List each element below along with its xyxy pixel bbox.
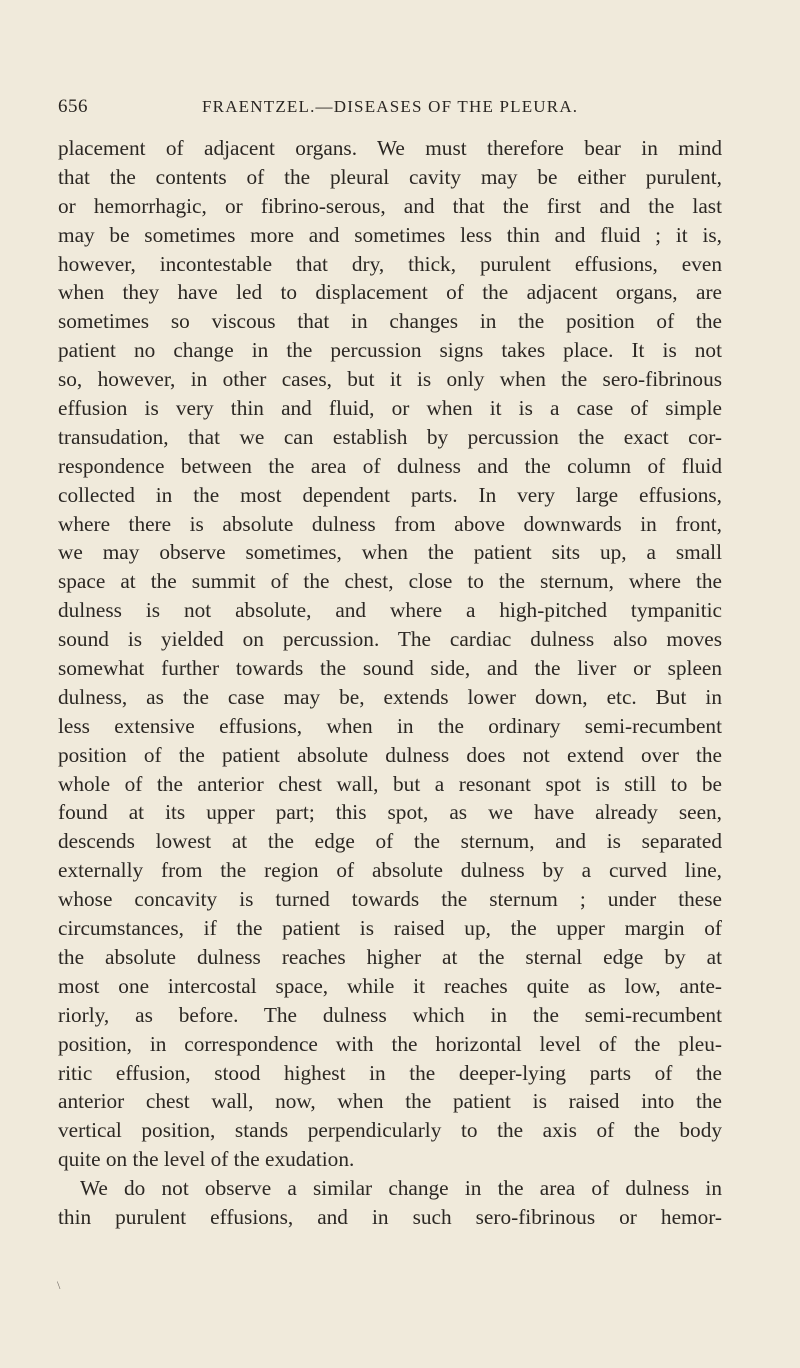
text-line: less extensive effusions, when in the ordinary semi-recumbent	[58, 713, 722, 738]
text-line: vertical position, stands perpendicularly to the axis of the body	[58, 1118, 722, 1143]
text-line: quite on the level of the exudation.	[58, 1147, 355, 1172]
text-line: that the contents of the pleural cavity may be either purulent,	[58, 164, 722, 189]
text-line: anterior chest wall, now, when the patient is raised into the	[58, 1089, 722, 1114]
text-line: collected in the most dependent parts. In very large effusions,	[58, 482, 722, 507]
text-line: whole of the anterior chest wall, but a resonant spot is still to be	[58, 771, 722, 796]
text-line: position, in correspondence with the horizontal level of the pleu-	[58, 1031, 722, 1056]
text-line: somewhat further towards the sound side, and the liver or spleen	[58, 656, 722, 681]
text-line: may be sometimes more and sometimes less thin and fluid ; it is,	[58, 222, 722, 247]
running-head: FRAENTZEL.—DISEASES OF THE PLEURA.	[202, 97, 579, 116]
text-line: placement of adjacent organs. We must therefore bear in mind	[58, 136, 722, 160]
text-line: most one intercostal space, while it reaches quite as low, ante-	[58, 973, 722, 998]
text-line: however, incontestable that dry, thick, purulent effusions, even	[58, 251, 722, 276]
text-line: circumstances, if the patient is raised up, the upper margin of	[58, 916, 722, 941]
text-line: externally from the region of absolute dulness by a curved line,	[58, 858, 722, 883]
text-line: or hemorrhagic, or fibrino-serous, and that the first and the last	[58, 193, 722, 218]
text-line: descends lowest at the edge of the sternum, and is separated	[58, 829, 722, 854]
text-line: sound is yielded on percussion. The cardiac dulness also moves	[58, 627, 722, 652]
text-line: found at its upper part; this spot, as we have already seen,	[58, 800, 722, 825]
text-line: sometimes so viscous that in changes in the position of the	[58, 309, 722, 334]
text-line: effusion is very thin and fluid, or when it is a case of simple	[58, 396, 722, 421]
text-line: patient no change in the percussion signs takes place. It is not	[58, 338, 722, 363]
page-header	[58, 96, 720, 126]
text-line: when they have led to displacement of the adjacent organs, are	[58, 280, 722, 305]
text-line: riorly, as before. The dulness which in the semi-recumbent	[58, 1002, 722, 1027]
text-line: we may observe sometimes, when the patient sits up, a small	[58, 540, 722, 565]
text-line: whose concavity is turned towards the sternum ; under these	[58, 887, 722, 912]
text-line: dulness is not absolute, and where a high-pitched tympanitic	[58, 598, 722, 623]
text-line: where there is absolute dulness from above downwards in front,	[58, 511, 722, 536]
text-line: thin purulent effusions, and in such sero-fibrinous or hemor-	[58, 1204, 722, 1229]
text-line: We do not observe a similar change in the area of dulness in	[80, 1176, 722, 1201]
text-line: respondence between the area of dulness and the column of fluid	[58, 453, 722, 478]
text-line: so, however, in other cases, but it is only when the sero-fibrinous	[58, 367, 722, 392]
text-line: ritic effusion, stood highest in the deeper-lying parts of the	[58, 1060, 722, 1085]
text-line: the absolute dulness reaches higher at the sternal edge by at	[58, 944, 722, 969]
text-line: dulness, as the case may be, extends lower down, etc. But in	[58, 684, 722, 709]
page-number: 656	[58, 96, 88, 117]
text-line: position of the patient absolute dulness does not extend over the	[58, 742, 722, 767]
stray-mark: \	[57, 1278, 61, 1292]
text-line: transudation, that we can establish by percussion the exact cor-	[58, 424, 722, 449]
text-line: space at the summit of the chest, close to the sternum, where the	[58, 569, 722, 594]
body-text	[58, 134, 722, 1232]
